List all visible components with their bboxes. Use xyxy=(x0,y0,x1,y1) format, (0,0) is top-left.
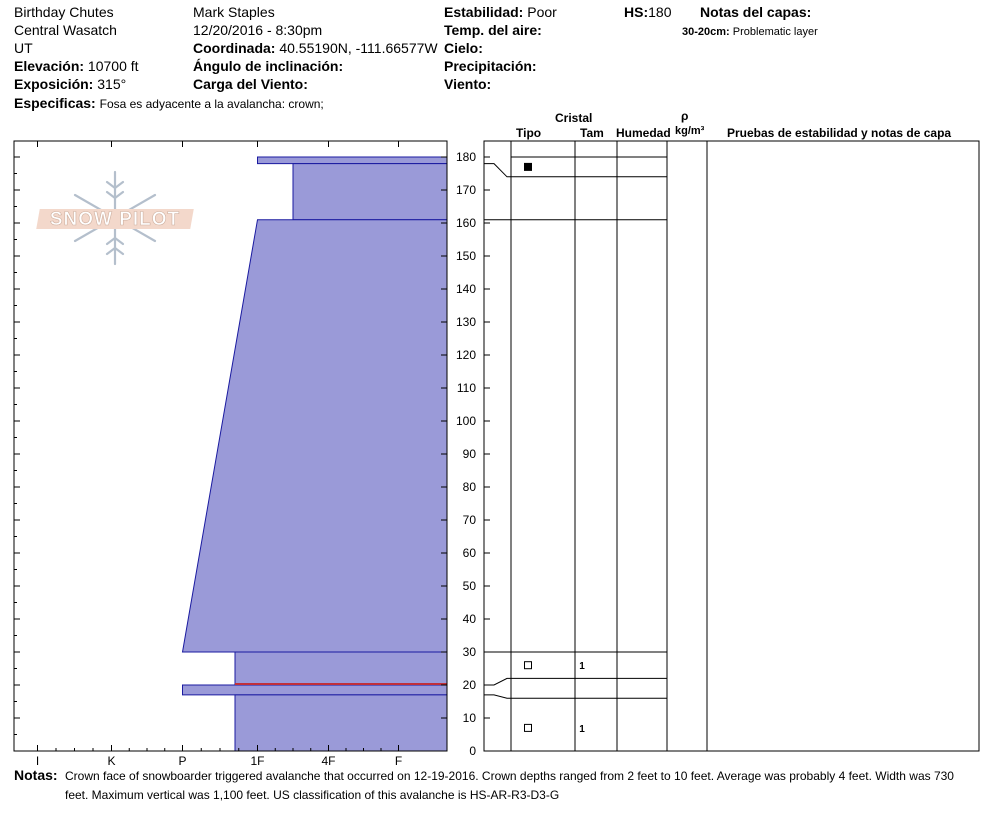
height-tick-label: 120 xyxy=(455,348,476,362)
sky-label: Cielo: xyxy=(444,40,483,56)
hardness-tick-label: I xyxy=(35,754,40,768)
hs-label: HS: xyxy=(624,4,649,20)
height-tick-label: 30 xyxy=(462,645,476,659)
height-tick-label: 60 xyxy=(462,546,476,560)
wind-load-label: Carga del Viento: xyxy=(193,76,308,92)
grain-size-label: 1 xyxy=(579,723,585,735)
specifics-value: Fosa es adyacente a la avalancha: crown; xyxy=(99,97,324,111)
hs-value: 180 xyxy=(648,4,672,20)
hardness-layer-1 xyxy=(258,157,448,164)
col-tests: Pruebas de estabilidad y notas de capa xyxy=(727,126,952,140)
height-tick-label: 180 xyxy=(455,150,476,164)
open-square-icon xyxy=(525,662,532,669)
hardness-layer-3 xyxy=(183,220,448,652)
notes-label: Notas: xyxy=(14,767,58,783)
height-tick-label: 0 xyxy=(469,744,476,758)
filled-square-icon xyxy=(525,163,532,170)
height-tick-label: 70 xyxy=(462,513,476,527)
stability-value: Poor xyxy=(527,4,557,20)
height-tick-label: 130 xyxy=(455,315,476,329)
aspect-label: Exposición: xyxy=(14,76,94,92)
specifics-label: Especificas: xyxy=(14,95,96,111)
slope-angle-label: Ángulo de inclinación: xyxy=(193,58,344,74)
stability-label: Estabilidad: xyxy=(444,4,524,20)
aspect-value: 315° xyxy=(97,76,127,92)
state: UT xyxy=(14,40,33,56)
layer-connector xyxy=(484,695,511,698)
height-tick-label: 90 xyxy=(462,447,476,461)
col-rho: ρ xyxy=(681,109,689,123)
col-type: Tipo xyxy=(516,126,542,140)
hardness-tick-label: F xyxy=(394,754,403,768)
hardness-profile xyxy=(183,157,448,751)
hardness-layer-4 xyxy=(235,652,447,685)
grain-table-border xyxy=(484,141,979,751)
col-moisture: Humedad xyxy=(616,126,671,140)
height-tick-label: 40 xyxy=(462,612,476,626)
height-tick-label: 150 xyxy=(455,249,476,263)
grain-size-label: 1 xyxy=(579,661,585,673)
height-tick-label: 100 xyxy=(455,414,476,428)
layer-connector xyxy=(484,164,511,177)
col-density: kg/m³ xyxy=(675,125,705,137)
hardness-tick-label: 1F xyxy=(250,754,265,768)
elevation-label: Elevación: xyxy=(14,58,85,74)
mountain-range: Central Wasatch xyxy=(14,22,117,38)
datetime: 12/20/2016 - 8:30pm xyxy=(193,22,323,38)
observer: Mark Staples xyxy=(193,4,275,20)
height-tick-label: 50 xyxy=(462,579,476,593)
layer-note-depth: 30-20cm: xyxy=(682,26,730,38)
open-square-icon xyxy=(525,724,532,731)
elevation-value: 10700 ft xyxy=(87,58,139,74)
layer-connector xyxy=(484,678,511,685)
grain-table xyxy=(484,141,979,751)
hardness-tick-label: P xyxy=(178,754,187,768)
hardness-layer-6 xyxy=(235,695,447,751)
wind-label: Viento: xyxy=(444,76,492,92)
height-tick-label: 160 xyxy=(455,216,476,230)
hardness-layer-5 xyxy=(183,685,448,695)
location-name: Birthday Chutes xyxy=(14,4,114,20)
precip-label: Precipitación: xyxy=(444,58,537,74)
height-tick-label: 110 xyxy=(456,381,476,395)
air-temp-label: Temp. del aire: xyxy=(444,22,542,38)
height-tick-label: 80 xyxy=(462,480,476,494)
height-tick-label: 140 xyxy=(455,282,476,296)
height-tick-label: 10 xyxy=(462,711,476,725)
layer-notes-label: Notas del capas: xyxy=(700,4,812,20)
layer-note-text: Problematic layer xyxy=(732,26,818,38)
logo-text: SNOW PILOT xyxy=(49,209,181,230)
col-size: Tam xyxy=(580,126,604,140)
hardness-tick-label: 4F xyxy=(321,754,336,768)
snowpilot-logo xyxy=(36,172,194,264)
coord-label: Coordinada: xyxy=(193,40,276,56)
hardness-tick-label: K xyxy=(107,754,116,768)
height-tick-label: 170 xyxy=(455,183,476,197)
coord-value: 40.55190N, -111.66577W xyxy=(279,40,438,56)
col-crystal: Cristal xyxy=(555,111,593,125)
notes-line-1: Crown face of snowboarder triggered avalanche that occurred on 12-19-2016. Crown depths ranged from 2 feet to 10 feet. Average was probably 4 feet. Width was 730 xyxy=(65,769,954,783)
height-tick-label: 20 xyxy=(462,678,476,692)
notes-line-2: feet. Maximum vertical was 1,100 feet. US classification of this avalanche is HS-AR-R3-D3-G xyxy=(65,788,560,802)
hardness-layer-2 xyxy=(293,164,447,220)
